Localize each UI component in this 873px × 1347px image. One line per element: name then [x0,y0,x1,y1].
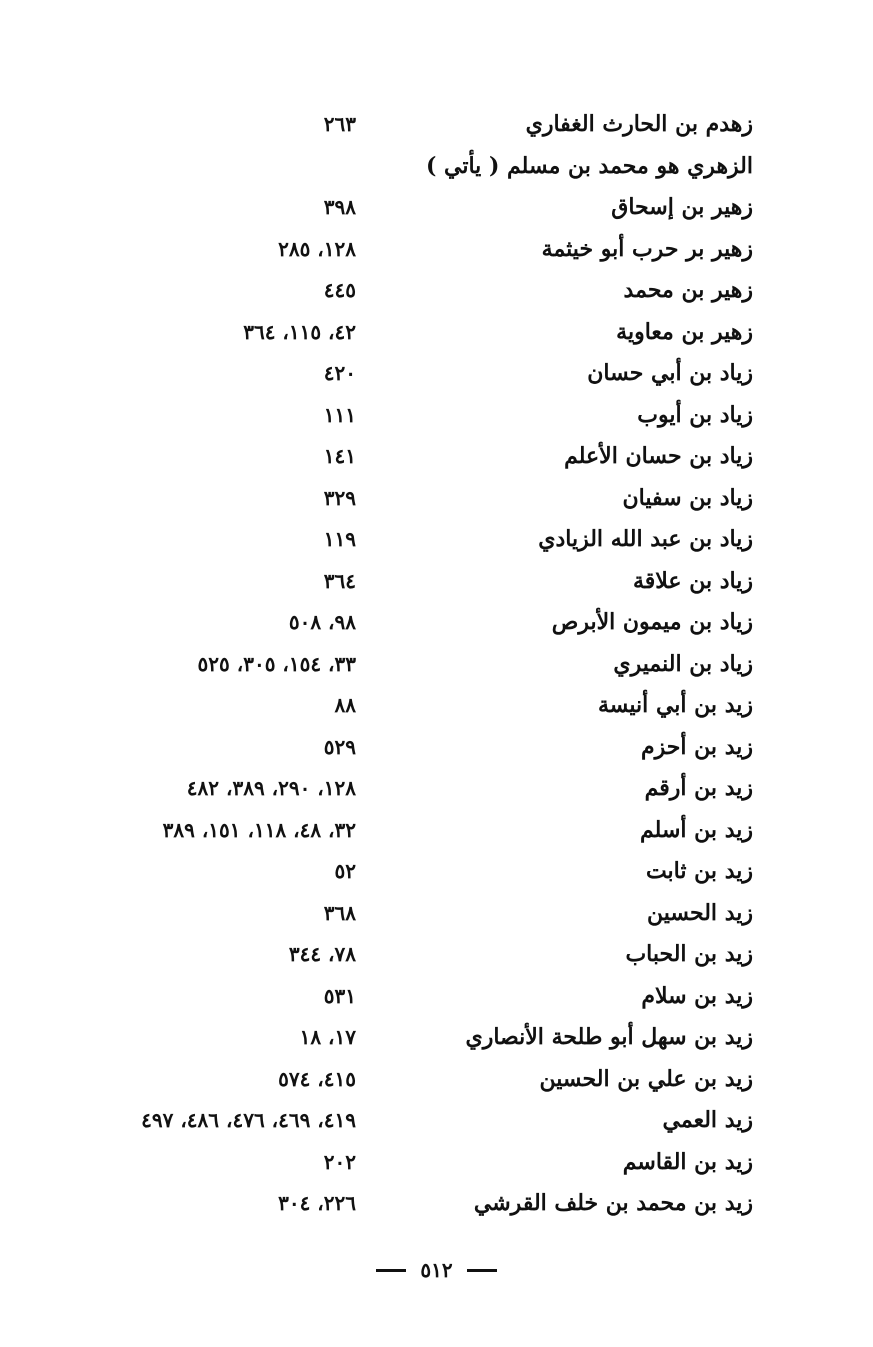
entry-pages: ١٤١ [323,444,356,468]
index-entry [0,436,873,478]
footer-dash-right [467,1269,497,1272]
entry-name: زياد بن النميري [613,650,753,677]
entry-pages: ٤١٥، ٥٧٤ [278,1066,356,1091]
entry-pages: ٢٠٢ [323,1149,356,1174]
index-entry [0,685,873,727]
entry-pages: ٣٩٨ [323,195,356,219]
index-entry [0,1100,873,1142]
index-entry [0,1059,873,1101]
entry-name: زيد بن علي بن الحسين [539,1065,753,1092]
entry-name: زيد بن أحزم [641,733,753,760]
page-footer [0,1250,873,1290]
index-entry [0,146,873,188]
index-entry [0,1183,873,1225]
entry-name: زيد بن أسلم [640,816,753,843]
entry-name: زياد بن ميمون الأبرص [551,609,753,635]
entry-pages: ٣٢، ٤٨، ١١٨، ١٥١، ٣٨٩ [162,817,356,842]
index-entry [0,768,873,810]
entry-name: زهير بر حرب أبو خيثمة [541,235,753,262]
index-entry [0,519,873,561]
entry-pages: ٥٢٩ [323,734,356,759]
index-entry [0,312,873,354]
entry-name: زهير بن محمد [623,277,753,303]
entry-name: زيد بن محمد بن خلف القرشي [473,1190,753,1216]
footer-dash-left [376,1269,406,1272]
entry-pages: ٣٢٩ [323,485,356,510]
entry-name: زياد بن أبي حسان [587,360,753,386]
entry-pages: ٤٢، ١١٥، ٣٦٤ [243,319,356,344]
entry-pages: ١٢٨، ٢٩٠، ٣٨٩، ٤٨٢ [186,776,356,800]
entry-name: زهير بن إسحاق [611,194,753,220]
index-entry [0,561,873,603]
entry-name: زياد بن عبد الله الزيادي [538,526,753,552]
index-entry [0,727,873,769]
index-entry [0,478,873,520]
entry-name: زهير بن معاوية [616,318,753,345]
entry-pages: ٤٢٠ [323,361,356,385]
entry-pages: ٥٢ [334,859,356,883]
entry-pages: ٥٣١ [323,983,356,1008]
entry-name: زيد بن الحباب [625,941,753,967]
entry-name: زياد بن حسان الأعلم [564,443,753,469]
entry-name: زهدم بن الحارث الغفاري [525,111,753,137]
index-entry [0,229,873,271]
index-entry [0,395,873,437]
entry-pages: ٣٦٨ [323,900,356,925]
index-entry [0,353,873,395]
index-entry [0,1142,873,1184]
index-entry [0,1017,873,1059]
entry-pages: ٨٨ [334,693,356,717]
entry-pages: ٤٤٥ [323,278,356,302]
index-entry [0,893,873,935]
index-entry [0,644,873,686]
index-entry [0,851,873,893]
entry-name: زيد بن أبي أنيسة [597,692,753,718]
entry-name: زياد بن سفيان [622,484,753,511]
page-number: ٥١٢ [420,1258,453,1282]
entry-name: زيد العمي [662,1107,753,1133]
entry-pages: ٢٢٦، ٣٠٤ [278,1191,356,1215]
index-entry [0,810,873,852]
index-entry [0,602,873,644]
entry-name: زيد بن ثابت [645,858,753,884]
entry-pages: ٣٣، ١٥٤، ٣٠٥، ٥٢٥ [197,651,356,676]
index-list [0,104,873,1225]
entry-name: زيد الحسين [647,899,753,926]
index-entry [0,104,873,146]
entry-name: زيد بن أرقم [644,775,753,801]
entry-name: زيد بن القاسم [622,1148,753,1175]
entry-pages: ١٧، ١٨ [299,1025,356,1049]
entry-pages: ٣٦٤ [323,568,356,593]
entry-pages: ٩٨، ٥٠٨ [288,610,356,634]
entry-pages: ٢٦٣ [323,112,356,136]
entry-name: زيد بن سهل أبو طلحة الأنصاري [465,1024,753,1050]
entry-name: الزهري هو محمد بن مسلم ( يأتي ) [425,152,753,179]
entry-pages: ٧٨، ٣٤٤ [288,942,356,966]
entry-pages: ٤١٩، ٤٦٩، ٤٧٦، ٤٨٦، ٤٩٧ [141,1108,356,1132]
entry-pages: ١١٩ [323,527,356,551]
entry-pages: ١٢٨، ٢٨٥ [278,236,356,261]
index-entry [0,270,873,312]
entry-name: زيد بن سلام [641,982,753,1009]
index-entry [0,976,873,1018]
index-entry [0,187,873,229]
entry-pages: ١١١ [323,402,356,427]
entry-name: زياد بن علاقة [632,567,753,594]
entry-name: زياد بن أيوب [637,401,753,428]
index-entry [0,934,873,976]
